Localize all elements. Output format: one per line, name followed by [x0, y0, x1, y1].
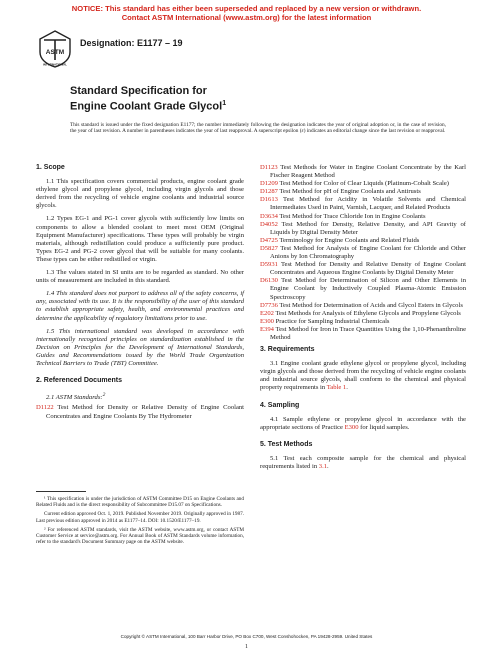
section-3-1-link[interactable]: 3.1	[318, 463, 328, 470]
superseded-notice	[0, 4, 493, 22]
notice-line-2: Contact ASTM International (www.astm.org) for the latest information	[121, 13, 372, 22]
ref-code-link[interactable]: D5827	[260, 244, 278, 252]
title-footnote-mark: 1	[222, 99, 227, 107]
footnote-1-edition: Current edition approved Oct. 1, 2019. Published November 2019. Originally approved in 1987. Last previous edition approved in 2014 as E1177–14. DOI: 10.1520/E1177–19.	[36, 511, 244, 524]
paragraph-1-3: 1.3 The values stated in SI units are to be regarded as standard. No other units of measurement are included in this standard.	[36, 269, 244, 285]
copyright-footer: Copyright © ASTM International, 100 Barr Harbor Drive, PO Box C700, West Conshohocken, PA 19428-2959. United States	[120, 634, 373, 639]
ref-code-link[interactable]: D4725	[260, 236, 278, 244]
ref-code-link[interactable]: D4052	[260, 220, 278, 228]
ref-d1123[interactable]	[260, 164, 466, 180]
left-column	[36, 164, 244, 549]
paragraph-4-1: 4.1 Sample ethylene or propylene glycol in accordance with the appropriate sections of Practice E300 for liquid samples.	[260, 415, 466, 431]
ref-code-link[interactable]: E300	[260, 317, 274, 325]
ref-d1613[interactable]	[260, 196, 466, 212]
table-1-link[interactable]: Table 1	[326, 384, 347, 392]
page-number: 1	[245, 644, 248, 650]
ref-code-link[interactable]: D5931	[260, 261, 278, 269]
issuance-note: This standard is issued under the fixed designation E1177; the number immediately following the designation indicates the year of original adoption or, in the case of revision, the year of last revision. A number in parentheses indicates the year of last reapproval. A superscript epsilon (ε) indicates an editorial change since the last revision or reapproval.	[70, 122, 446, 135]
designation: Designation: E1177 – 19	[80, 38, 183, 48]
ref-code-link[interactable]: D1209	[260, 180, 278, 188]
ref-title: Test Method for Trace Chloride Ion in Engine Coolants	[279, 212, 426, 220]
ref-d6130[interactable]	[260, 277, 466, 301]
logo-text-top: ASTM	[45, 49, 65, 56]
ref-d1287[interactable]	[260, 188, 466, 196]
ref-d1209[interactable]	[260, 180, 466, 188]
paragraph-5-1: 5.1 Test each composite sample for the chemical and physical requirements listed in 3.1.	[260, 454, 466, 470]
ref-code-link[interactable]: D7736	[260, 301, 278, 309]
ref-title: Test Method for Color of Clear Liquids (Platinum-Cobalt Scale)	[279, 180, 449, 188]
title-line-2: Engine Coolant Grade Glycol$^1$	[70, 99, 227, 113]
ref-d4725[interactable]	[260, 237, 466, 245]
ref-title: Test Method for Determination of Acids and Glycol Esters in Glycols	[279, 301, 463, 309]
document-title	[70, 85, 226, 113]
requirements-heading: 3. Requirements	[260, 346, 315, 354]
title-line-1: Standard Specification for	[70, 85, 207, 97]
ref-title: Practice for Sampling Industrial Chemicals	[275, 317, 390, 325]
ref-title: Terminology for Engine Coolants and Related Fluids	[279, 236, 420, 244]
ref-d5827[interactable]	[260, 245, 466, 261]
ref-d7736[interactable]	[260, 302, 466, 310]
paragraph-1-1: 1.1 This specification covers commercial products, engine coolant grade ethylene glycol and propylene glycol, including virgin glycols and those derived from the recycling of vehicle engine coolants and industrial source glycols.	[36, 178, 244, 210]
ref-title: Test Method for Analysis of Engine Coolant for Chloride and Other Anions by Ion Chromatography	[270, 244, 466, 261]
ref-title: Test Method for pH of Engine Coolants and Antirusts	[279, 188, 421, 196]
ref-e300[interactable]	[260, 318, 466, 326]
footnote-1: ¹ This specification is under the jurisdiction of ASTM Committee D15 on Engine Coolants and Related Fluids and is the direct responsibility of Subcommittee D15.07 on Specifications.	[36, 495, 244, 508]
ref-code-link[interactable]: D6130	[260, 277, 278, 285]
ref-title: Test Method for Density, Relative Density, and API Gravity of Liquids by Digital Density Meter	[270, 220, 466, 236]
ref-code-link[interactable]: D3634	[260, 212, 278, 220]
paragraph-1-4: 1.4 This standard does not purport to address all of the safety concerns, if any, associated with its use. It is the responsibility of the user of this standard to establish appropriate safety, health, and environmental practices and determine the applicability of regulatory limitations prior to use.	[36, 290, 244, 322]
ref-code-link[interactable]: E394	[260, 325, 274, 333]
ref-code-link[interactable]: D1287	[260, 188, 278, 196]
logo-text-bottom: INTERNATIONAL	[42, 62, 68, 67]
referenced-documents-heading: 2. Referenced Documents	[36, 377, 122, 385]
ref-e394[interactable]	[260, 326, 466, 342]
footnote-2: ² For referenced ASTM standards, visit the ASTM website, www.astm.org, or contact ASTM Customer Service at service@astm.org. For Annual Book of ASTM Standards volume information, refer to the standard's Document Summary page on the ASTM website.	[36, 526, 244, 546]
reference-list	[260, 164, 466, 342]
ref-d4052[interactable]	[260, 221, 466, 237]
ref-code-link[interactable]: E202	[260, 309, 274, 317]
paragraph-1-5: 1.5 This international standard was developed in accordance with internationally recognized principles on standardization established in the Decision on Principles for the Development of International Standards, Guides and Recommendations issued by the World Trade Organization Technical Barriers to Trade (TBT) Committee.	[36, 327, 244, 367]
ref-code-link[interactable]: D1613	[260, 196, 278, 204]
ref-title: Test Method for Determination of Silicon and Other Elements in Engine Coolant by Inductively Coupled Plasma-Atomic Emission Spectroscopy	[270, 277, 467, 301]
sampling-heading: 4. Sampling	[260, 401, 300, 409]
scope-heading: 1. Scope	[36, 164, 65, 171]
ref-title: Test Method for Density and Relative Density of Engine Coolant Concentrates and Aqueous Engine Coolants by Digital Density Meter	[270, 261, 466, 277]
paragraph-1-2: 1.2 Types EG-1 and PG-1 cover glycols with sufficiently low limits on components to allow a blended coolant to meet most OEM (Original Equipment Manufacturer) specifications. These types will probably be virgin materials, although redistillation could produce a sufficiently pure product. Types EG-2 and PG-2 cover glycol that will be suitable for many coolants. These types can be either redistilled or virgin.	[36, 215, 244, 263]
ref-title: Test Methods for Water in Engine Coolant Concentrate by the Karl Fischer Reagent Method	[270, 164, 466, 180]
ref-d5931[interactable]	[260, 261, 466, 277]
ref-title: Test Method for Density or Relative Density of Engine Coolant Concentrates and Engine Coolants By The Hydrometer	[46, 404, 245, 420]
ref-code-link[interactable]: D1123	[260, 164, 278, 171]
ref-d3634[interactable]	[260, 213, 466, 221]
notice-line-1: NOTICE: This standard has either been superseded and replaced by a new version or withdrawn.	[71, 4, 422, 13]
e300-link[interactable]: E300	[344, 423, 359, 431]
ref-title: Test Method for Acidity in Volatile Solvents and Chemical Intermediates Used in Paint, Varnish, Lacquer, and Related Products	[270, 196, 466, 212]
astm-standards-label: 2.1 ASTM Standards:$^2$	[46, 392, 106, 402]
ref-e202[interactable]	[260, 310, 466, 318]
ref-title: Test Method for Iron in Trace Quantities Using the 1,10-Phenanthroline Method	[270, 325, 467, 341]
astm-logo-icon	[38, 30, 72, 68]
ref-d1122[interactable]	[36, 404, 244, 420]
test-methods-heading: 5. Test Methods	[260, 440, 313, 448]
paragraph-3-1: 3.1 Engine coolant grade ethylene glycol or propylene glycol, including virgin glycols and those derived from the recycling of vehicle engine coolants and industrial source glycols, shall conform to the chemical and physical property requirements in Table 1.	[260, 360, 466, 392]
ref-code-link[interactable]: D1122	[36, 404, 54, 412]
ref-title: Test Methods for Analysis of Ethylene Glycols and Propylene Glycols	[275, 309, 461, 317]
right-column	[260, 164, 466, 476]
footnote-divider	[36, 491, 86, 492]
